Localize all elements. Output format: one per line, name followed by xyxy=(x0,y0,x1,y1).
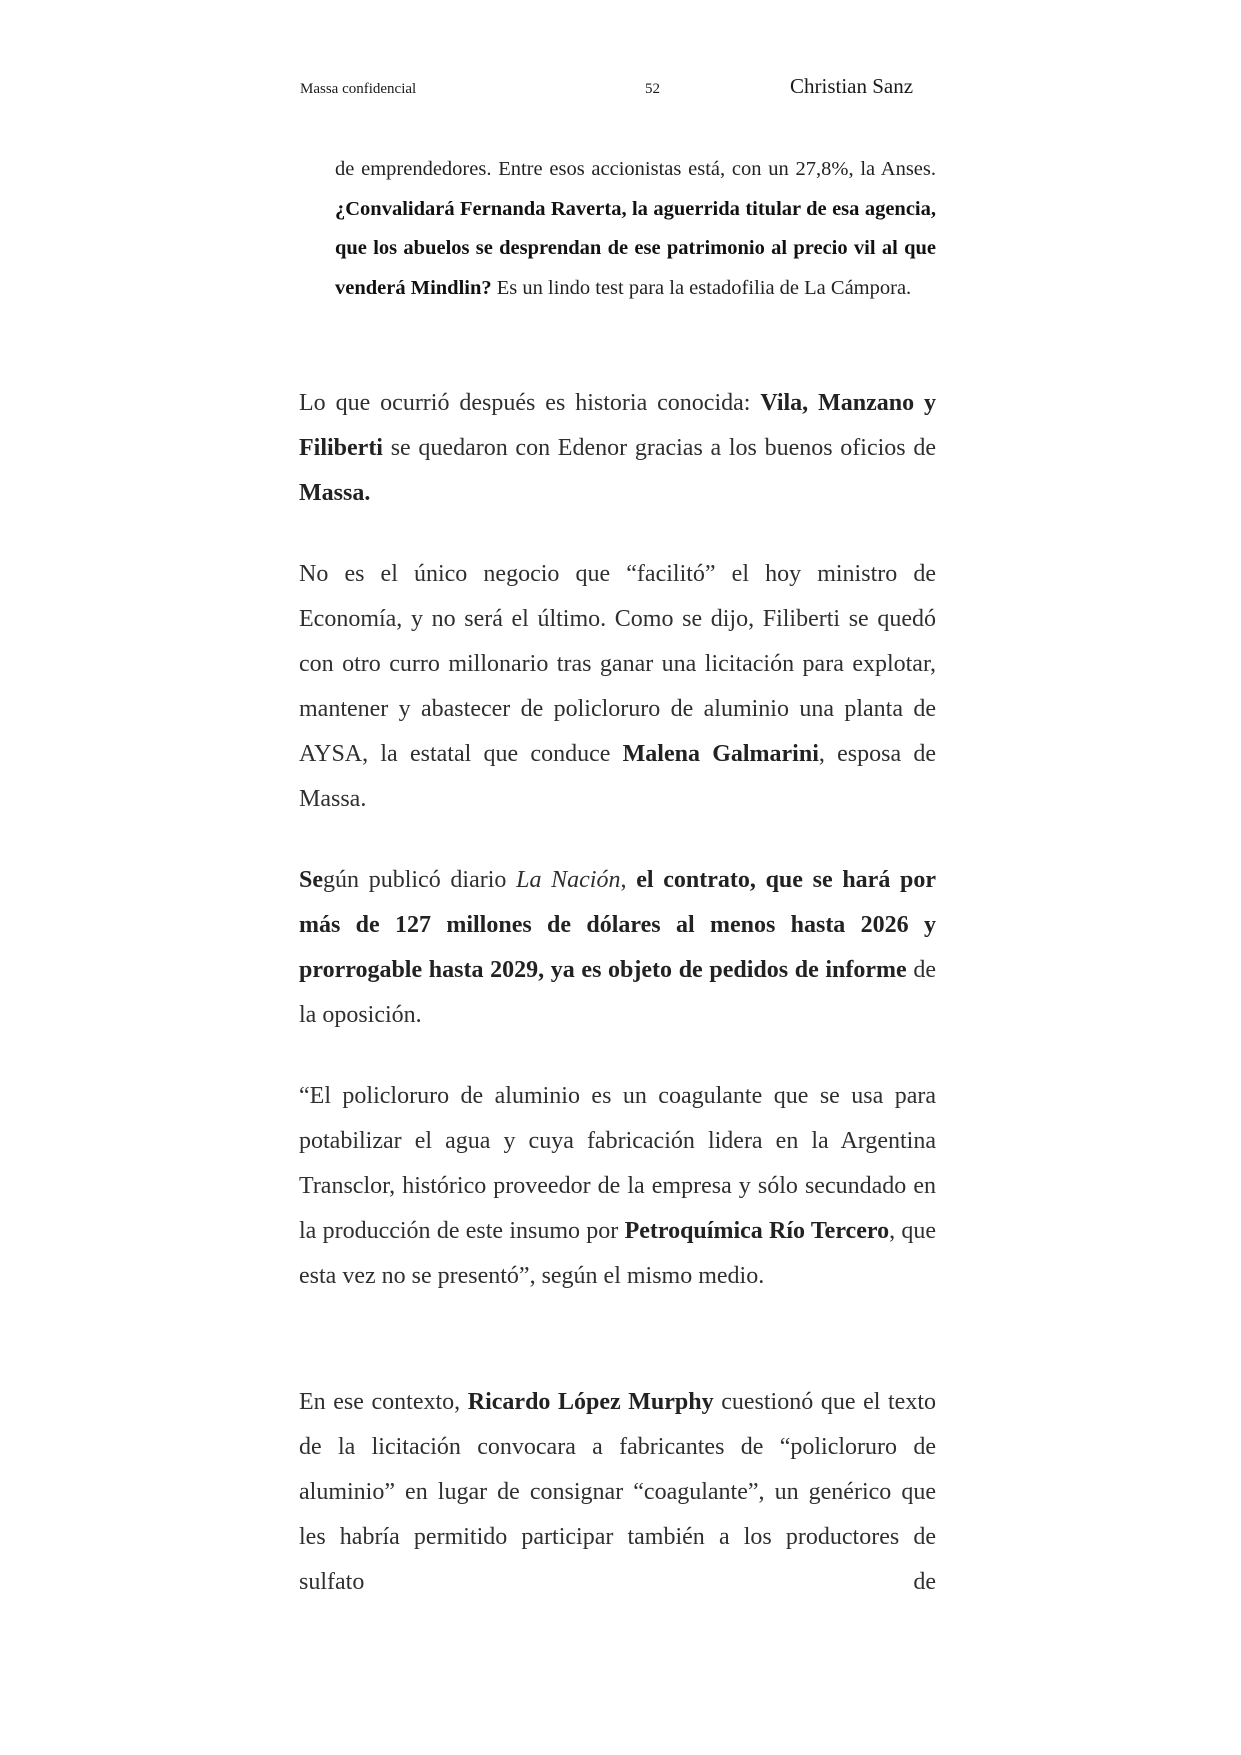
paragraph-1 xyxy=(299,381,936,516)
quote-bold-question: ¿Convalidará Fernanda Raverta, la aguerrida titular de esa agencia, que los abuelos se desprendan de ese patrimonio al precio vil al que venderá Mindlin? xyxy=(335,197,936,299)
paragraph-italic-source: La Nación xyxy=(516,867,621,893)
paragraph-text: “El policloruro de aluminio es un coagulante que se usa para potabilizar el agua y cuya fabricación lidera en la Argentina Transclor, histórico proveedor de la empresa y sólo secundado en la producción de este insumo por xyxy=(299,1083,936,1244)
paragraph-text: No es el único negocio que “facilitó” el hoy ministro de Economía, y no será el último. Como se dijo, Filiberti se quedó con otro curro millonario tras ganar una licitación para explotar, mantener y abastecer de policloruro de aluminio una planta de AYSA, la estatal que conduce xyxy=(299,561,936,767)
paragraph-5 xyxy=(299,1380,936,1605)
quote-text: Es un lindo test para la estadofilia de La Cámpora. xyxy=(491,276,912,299)
paragraph-bold: Petroquímica Río Tercero xyxy=(624,1218,890,1244)
paragraph-text: , esposa de Massa. xyxy=(299,741,936,812)
paragraph-text: , que esta vez no se presentó”, según el mismo medio. xyxy=(299,1218,937,1289)
paragraph-bold: el contrato, que se hará por más de 127 millones de dólares al menos hasta 2026 y prorrogable hasta 2029, ya es objeto de pedidos de informe xyxy=(299,867,937,983)
running-header-author: Christian Sanz xyxy=(790,74,914,98)
paragraph-bold: Vila, Manzano y Filiberti xyxy=(299,390,937,461)
page-number: 52 xyxy=(645,81,660,97)
paragraph-bold: Malena Galmarini xyxy=(622,741,819,767)
paragraph-text: de la oposición. xyxy=(299,957,936,1028)
paragraph-4 xyxy=(299,1074,936,1299)
paragraph-3 xyxy=(299,858,936,1038)
paragraph-text: , xyxy=(620,867,637,893)
paragraph-2 xyxy=(299,552,936,822)
block-quote xyxy=(335,150,936,308)
paragraph-bold: Se xyxy=(299,867,323,893)
running-header-book-title: Massa confidencial xyxy=(300,81,417,97)
paragraph-text: se quedaron con Edenor gracias a los buenos oficios de xyxy=(382,435,936,461)
paragraph-text: gún publicó diario xyxy=(323,867,517,893)
quote-text: de emprendedores. Entre esos accionistas está, con un 27,8%, la Anses. xyxy=(335,158,936,180)
paragraph-bold: Massa. xyxy=(299,480,371,506)
paragraph-text: Lo que ocurrió después es historia conocida: xyxy=(299,390,761,416)
paragraph-text: En ese contexto, xyxy=(299,1389,468,1415)
paragraph-bold: Ricardo López Murphy xyxy=(467,1389,714,1415)
paragraph-text: cuestionó que el texto de la licitación convocara a fabricantes de “policloruro de aluminio” en lugar de consignar “coagulante”, un genérico que les habría permitido participar también a los productores de sulfato de xyxy=(299,1389,936,1595)
